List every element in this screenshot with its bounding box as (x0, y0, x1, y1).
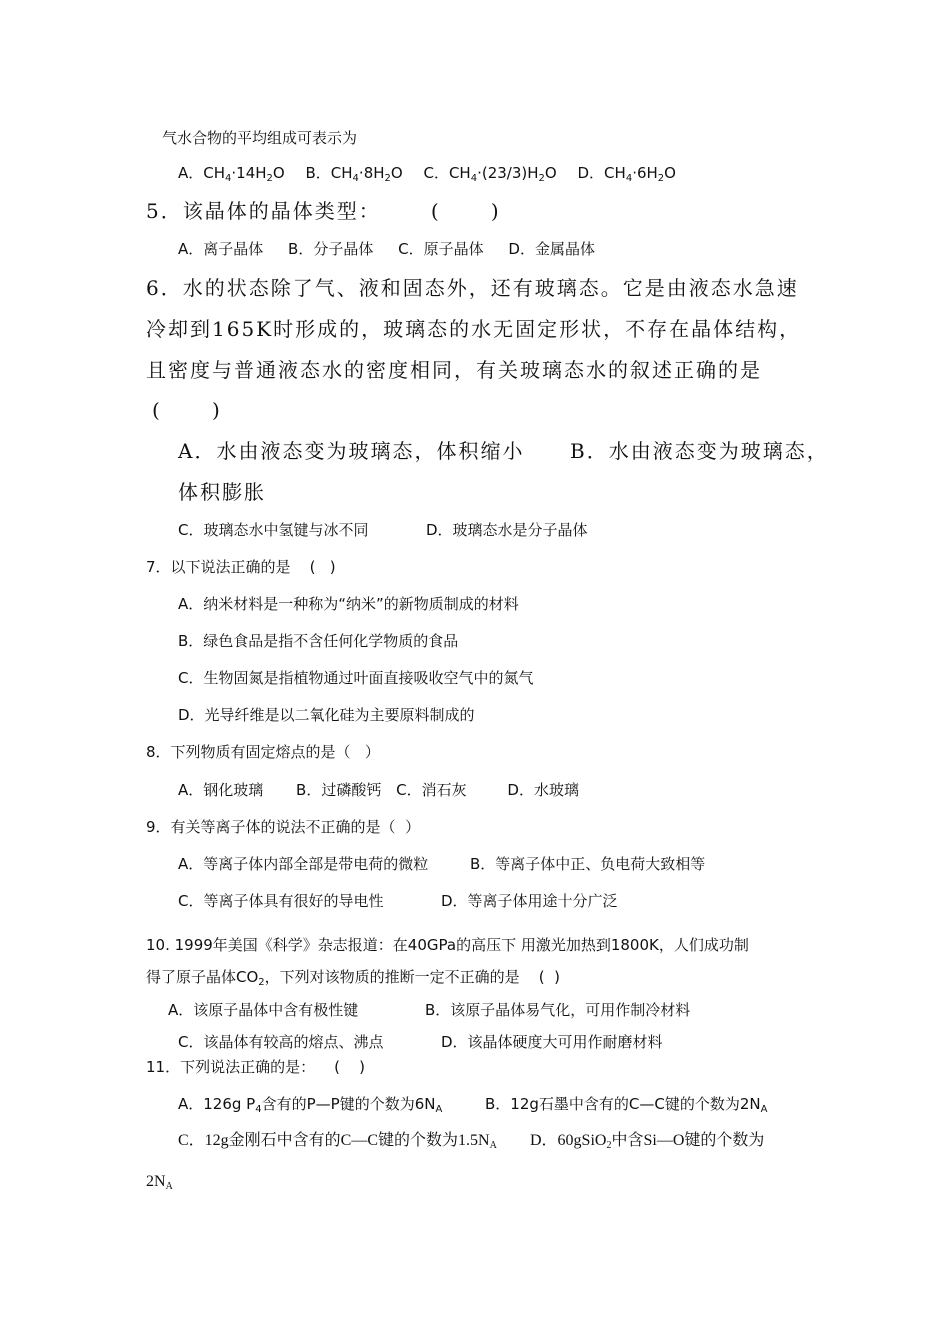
q8-option-b[interactable]: B．过磷酸钙 (296, 781, 382, 799)
q10-stem-line-1: 10. 1999年美国《科学》杂志报道：在40GPa的高压下 用激光加热到1800K，人们成功制 (146, 936, 749, 954)
q7-option-d[interactable]: D．光导纤维是以二氧化硅为主要原料制成的 (178, 706, 475, 724)
q11-option-a[interactable]: A．126g $P_4$含有的P—P键的个数为$6N_A$ (178, 1095, 443, 1115)
q6-option-d[interactable]: D．玻璃态水是分子晶体 (426, 521, 588, 539)
q6-option-c[interactable]: C．玻璃态水中氢键与冰不同 (178, 521, 369, 539)
q5-option-d[interactable]: D．金属晶体 (508, 240, 595, 258)
q4-option-a[interactable]: A．$CH_4\cdot 14H_2O$ (178, 164, 285, 184)
q6-option-a[interactable]: A．水由液态变为玻璃态，体积缩小 (178, 439, 525, 463)
q6-stem-line-3: 且密度与普通液态水的密度相同，有关玻璃态水的叙述正确的是 (146, 358, 762, 382)
q9-option-c[interactable]: C．等离子体具有很好的导电性 (178, 892, 384, 910)
q10-stem-line-2: 得了原子晶体$CO_2$，下列对该物质的推断一定不正确的是 ( ) (146, 968, 560, 988)
q7-option-c[interactable]: C．生物固氮是指植物通过叶面直接吸收空气中的氮气 (178, 669, 534, 687)
q10-option-b[interactable]: B．该原子晶体易气化，可用作制冷材料 (425, 1001, 691, 1019)
q4-option-b[interactable]: B．$CH_4\cdot 8H_2O$ (305, 164, 403, 184)
q8-options (178, 780, 579, 800)
q10-option-d[interactable]: D．该晶体硬度大可用作耐磨材料 (441, 1033, 663, 1051)
q11-option-b[interactable]: B．12g石墨中含有的C—C键的个数为$2N_A$ (485, 1095, 768, 1115)
q10-option-c[interactable]: C．该晶体有较高的熔点、沸点 (178, 1033, 384, 1051)
q7-stem: 7．以下说法正确的是 ( ) (146, 558, 336, 576)
q7-option-a[interactable]: A．纳米材料是一种称为“纳米”的新物质制成的材料 (178, 595, 519, 613)
q6-option-b-continued: 体积膨胀 (178, 480, 266, 504)
q8-option-d[interactable]: D．水玻璃 (507, 781, 579, 799)
q7-option-b[interactable]: B．绿色食品是指不含任何化学物质的食品 (178, 632, 459, 650)
q4-stem-tail: 气水合物的平均组成可表示为 (162, 129, 358, 147)
q6-stem-line-4: ( ) (152, 398, 222, 422)
q11-stem: 11．下列说法正确的是： ( ) (146, 1058, 365, 1076)
q5-option-b[interactable]: B．分子晶体 (288, 240, 374, 258)
q9-stem: 9．有关等离子体的说法不正确的是（ ） (146, 818, 421, 836)
q10-option-a[interactable]: A．该原子晶体中含有极性键 (168, 1001, 359, 1019)
q5-option-c[interactable]: C．原子晶体 (398, 240, 484, 258)
q11-option-c[interactable]: C．12g金刚石中含有的C—C键的个数为$1.5N_A$ (178, 1132, 497, 1151)
q4-option-d[interactable]: D．$CH_4\cdot 6H_2O$ (577, 164, 676, 184)
q4-options (178, 163, 676, 183)
q11-option-d[interactable]: D．60gSiO$_2$中含Si—O键的个数为 (530, 1132, 765, 1151)
q11-option-d-continued: $2N_A$ (146, 1173, 173, 1192)
q9-option-a[interactable]: A．等离子体内部全部是带电荷的微粒 (178, 855, 429, 873)
q9-option-b[interactable]: B．等离子体中正、负电荷大致相等 (470, 855, 706, 873)
q6-stem-line-2: 冷却到165K时形成的，玻璃态的水无固定形状，不存在晶体结构， (146, 317, 802, 341)
q4-option-c[interactable]: C．$CH_4\cdot(23/3)H_2O$ (423, 164, 557, 184)
q8-option-a[interactable]: A．钢化玻璃 (178, 781, 264, 799)
q8-stem: 8．下列物质有固定熔点的是（ ） (146, 743, 380, 761)
q5-options (178, 239, 595, 259)
q6-stem-line-1: 6．水的状态除了气、液和固态外，还有玻璃态。它是由液态水急速 (146, 276, 799, 300)
q9-option-d[interactable]: D．等离子体用途十分广泛 (441, 892, 618, 910)
q8-option-c[interactable]: C．消石灰 (396, 781, 467, 799)
q5-option-a[interactable]: A．离子晶体 (178, 240, 264, 258)
q5-stem: 5．该晶体的晶体类型： ( ) (146, 199, 501, 223)
q6-option-b[interactable]: B．水由液态变为玻璃态， (570, 439, 829, 463)
